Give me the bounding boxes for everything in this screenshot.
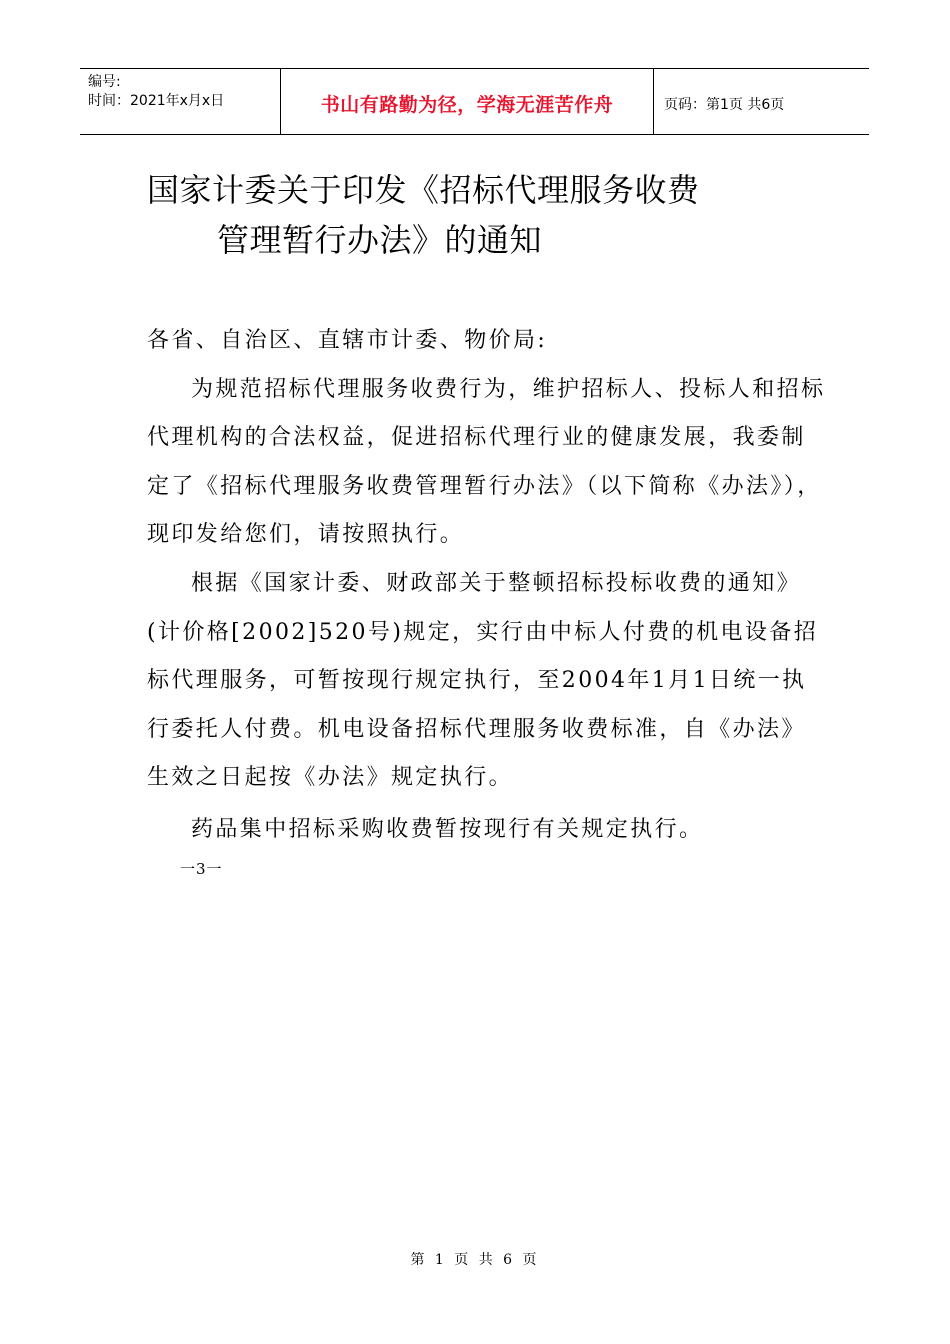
header-meta bbox=[80, 69, 281, 134]
page-header bbox=[80, 68, 869, 135]
paragraph-2: 根据《国家计委、财政部关于整顿招标投标收费的通知》(计价格[2002]520号)规定，实行由中标人付费的机电设备招标代理服务，可暂按现行规定执行，至2004年1月1日统一执行委托人付费。机电设备招标代理服务收费标准，自《办法》生效之日起按《办法》规定执行。 bbox=[147, 570, 819, 791]
document-date: 时间：2021年x月x日 bbox=[88, 93, 225, 109]
document-body bbox=[147, 317, 827, 855]
header-motto: 书山有路勤为径，学海无涯苦作舟 bbox=[281, 69, 654, 134]
salutation: 各省、自治区、直辖市计委、物价局: bbox=[147, 328, 548, 353]
inner-page-number: 一3一 bbox=[180, 860, 223, 878]
title-line-1: 国家计委关于印发《招标代理服务收费 bbox=[147, 171, 700, 209]
page-footer: 第 1 页 共 6 页 bbox=[410, 1252, 540, 1268]
header-page-code: 页码：第1页 共6页 bbox=[664, 96, 785, 113]
paragraph-1: 为规范招标代理服务收费行为，维护招标人、投标人和招标代理机构的合法权益，促进招标代理行业的健康发展，我委制定了《招标代理服务收费管理暂行办法》（以下简称《办法》），现印发给您们，请按照执行。 bbox=[147, 376, 826, 548]
document-number-label: 编号: bbox=[88, 74, 121, 90]
title-line-2: 管理暂行办法》的通知 bbox=[217, 221, 543, 259]
document-title bbox=[147, 165, 700, 265]
paragraph-3: 药品集中招标采购收费暂按现行有关规定执行。 bbox=[191, 816, 704, 842]
